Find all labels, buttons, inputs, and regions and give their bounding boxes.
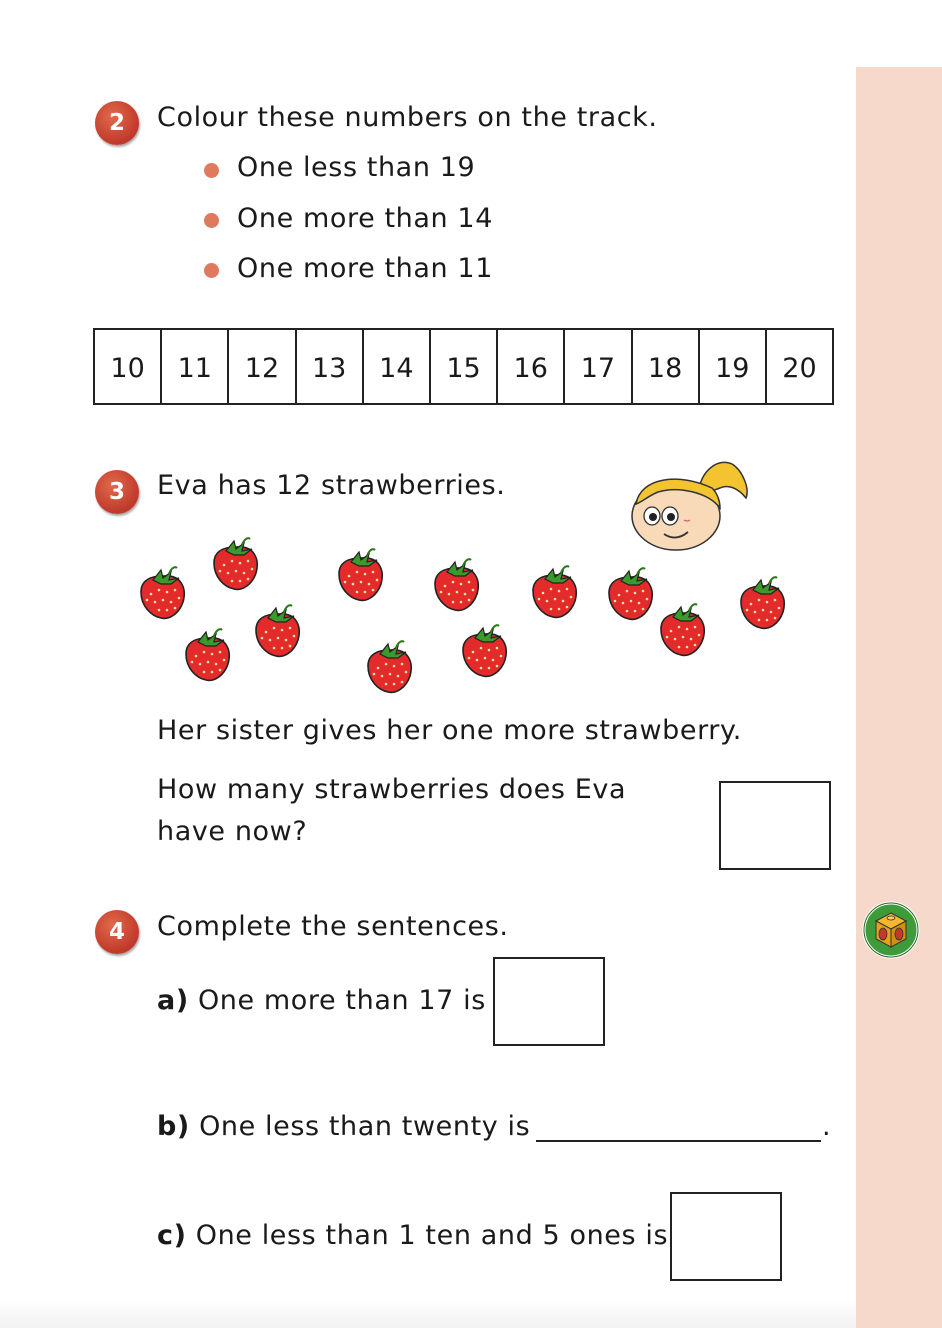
track-cell[interactable]: 12 [229, 330, 296, 403]
bullet-dot [204, 163, 219, 178]
answer-box-4a[interactable] [493, 957, 605, 1046]
strawberry-icon [659, 603, 709, 661]
strawberry-icon [139, 566, 189, 624]
sentence-end-period: . [822, 1111, 832, 1142]
question-3-line-2b: have now? [157, 816, 308, 847]
strawberry-icon [212, 537, 262, 595]
strawberry-icon [433, 558, 483, 616]
strawberry-icon [739, 576, 789, 634]
page-bottom-edge [0, 1300, 856, 1328]
question-2-number: 2 [95, 101, 139, 145]
part-label-a: a) [157, 985, 189, 1016]
part-label-c: c) [157, 1220, 187, 1251]
question-3-line-2a: How many strawberries does Eva [157, 774, 627, 805]
answer-box-4c[interactable] [670, 1192, 782, 1281]
answer-line-4b[interactable] [536, 1140, 821, 1142]
bullet-dot [204, 263, 219, 278]
strawberry-icon [254, 604, 304, 662]
strawberry-icon [607, 567, 657, 625]
strawberry-icon [337, 548, 387, 606]
number-track [93, 328, 834, 405]
part-a-text: One more than 17 is [197, 985, 486, 1016]
bullet-item-2: One more than 14 [237, 203, 493, 234]
question-4c [157, 1220, 668, 1251]
track-cell[interactable]: 11 [162, 330, 229, 403]
question-3-prompt: Eva has 12 strawberries. [157, 470, 506, 501]
track-cell[interactable]: 14 [364, 330, 431, 403]
question-4-prompt: Complete the sentences. [157, 911, 509, 942]
question-2-prompt: Colour these numbers on the track. [157, 102, 658, 133]
part-b-text: One less than twenty is [199, 1111, 531, 1142]
question-4-number: 4 [95, 910, 139, 954]
question-4a [157, 985, 486, 1016]
bullet-item-3: One more than 11 [237, 253, 493, 284]
side-margin-strip [856, 67, 942, 1328]
track-cell[interactable]: 13 [297, 330, 364, 403]
question-3-number: 3 [95, 470, 139, 514]
track-cell[interactable]: 17 [565, 330, 632, 403]
strawberry-icon [461, 624, 511, 682]
strawberry-icon [366, 640, 416, 698]
bullet-item-1: One less than 19 [237, 152, 476, 183]
track-cell[interactable]: 20 [782, 353, 817, 384]
track-cell[interactable]: 15 [431, 330, 498, 403]
girl-face-illustration [628, 458, 754, 554]
track-cell[interactable]: 19 [700, 330, 767, 403]
strawberry-icon [531, 565, 581, 623]
question-3-line-1: Her sister gives her one more strawberry. [157, 715, 742, 746]
cube-icon [862, 901, 920, 959]
strawberry-icon [184, 628, 234, 686]
answer-box-q3[interactable] [719, 781, 831, 870]
question-4b [157, 1111, 530, 1142]
track-cell[interactable]: 18 [633, 330, 700, 403]
part-label-b: b) [157, 1111, 190, 1142]
bullet-dot [204, 213, 219, 228]
part-c-text: One less than 1 ten and 5 ones is [195, 1220, 669, 1251]
track-cell[interactable]: 16 [498, 330, 565, 403]
track-cell[interactable]: 10 [95, 330, 162, 403]
